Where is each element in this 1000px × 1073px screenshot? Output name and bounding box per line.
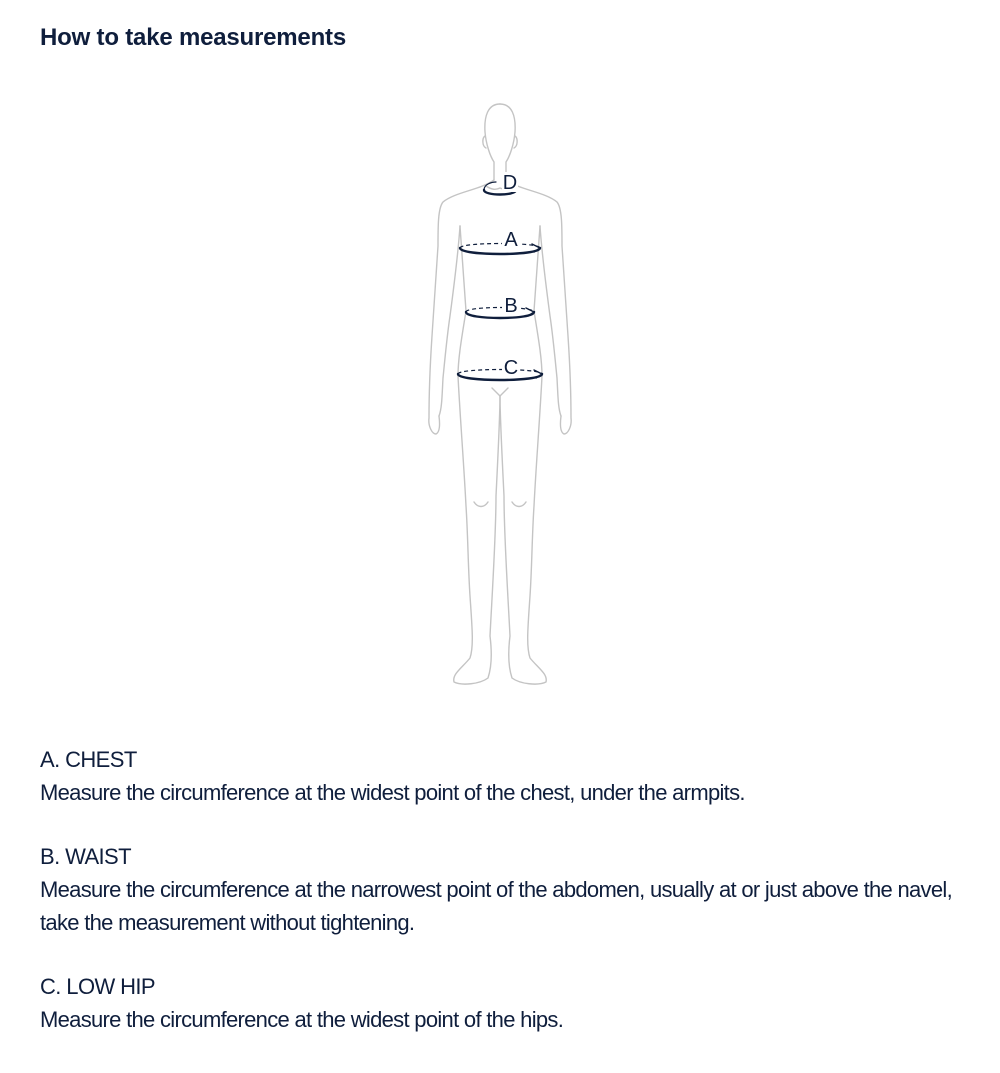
- instruction-heading: B. WAIST: [40, 844, 131, 869]
- instruction-heading: C. LOW HIP: [40, 974, 156, 999]
- instruction-low-hip: [40, 971, 960, 1036]
- measurement-tapes: [458, 182, 542, 380]
- instruction-waist: [40, 841, 960, 939]
- marker-d: D: [502, 172, 518, 194]
- marker-b: B: [504, 295, 518, 317]
- marker-a: A: [504, 229, 518, 251]
- tape-a-chest: [460, 248, 540, 254]
- tape-arrowheads: [508, 186, 542, 378]
- marker-labels: [502, 172, 520, 379]
- instruction-text: Measure the circumference at the widest point of the chest, under the armpits.: [40, 780, 745, 805]
- page-title: How to take measurements: [40, 24, 346, 51]
- marker-c: C: [503, 357, 519, 379]
- tape-c-hip: [458, 374, 542, 380]
- tape-dashed-backs: [458, 244, 542, 375]
- body-measurement-figure: [400, 96, 600, 696]
- tape-b-waist: [466, 312, 534, 318]
- body-outline-illustration: [400, 96, 600, 696]
- measurement-instructions: [40, 744, 960, 1068]
- instruction-text: Measure the circumference at the widest point of the hips.: [40, 1007, 564, 1032]
- instruction-heading: A. CHEST: [40, 747, 137, 772]
- instruction-chest: [40, 744, 960, 809]
- body-outline: [429, 104, 571, 684]
- instruction-text: Measure the circumference at the narrowest point of the abdomen, usually at or just above the navel, take the measurement without tightening.: [40, 877, 952, 935]
